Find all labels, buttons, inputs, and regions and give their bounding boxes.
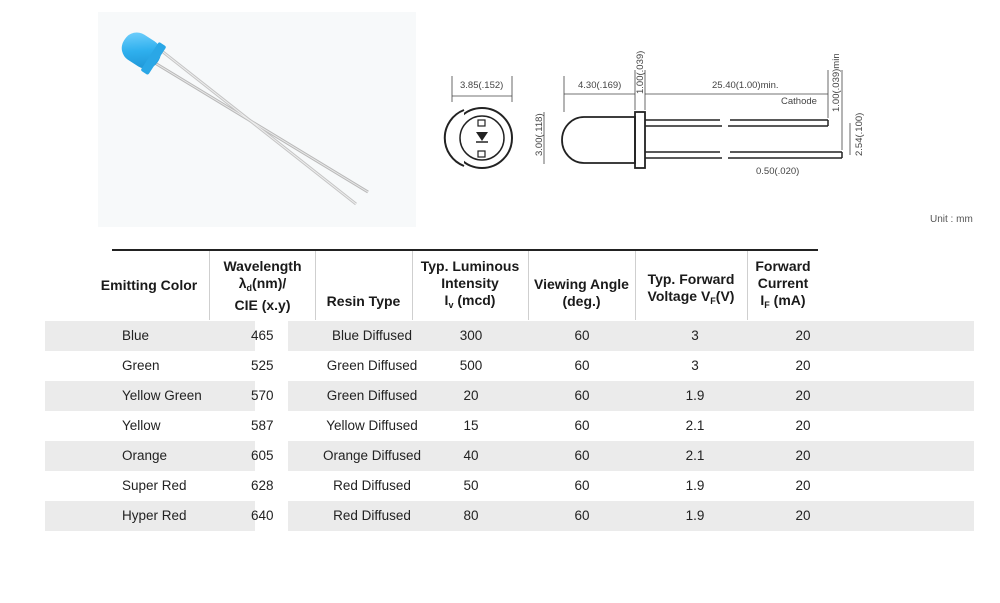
cell-vf: 1.9 (685, 478, 705, 493)
table-row (45, 471, 974, 501)
cell-luminous: 20 (463, 388, 479, 403)
cell-vf: 2.1 (685, 448, 705, 463)
table-row (45, 501, 974, 531)
cell-viewing: 60 (574, 328, 590, 343)
table-row (45, 321, 974, 351)
dim-lead-length: 25.40(1.00)min. (712, 80, 779, 91)
header-separator (209, 251, 210, 320)
cell-color: Blue (122, 328, 150, 343)
cell-viewing: 60 (574, 418, 590, 433)
cell-vf: 2.1 (685, 418, 705, 433)
header-separator (315, 251, 316, 320)
cell-vf: 1.9 (685, 508, 705, 523)
dim-pitch: 2.54(.100) (854, 112, 865, 156)
cell-viewing: 60 (574, 448, 590, 463)
dim-lead-min: 1.00(.039)min (831, 53, 842, 112)
header-forward-current: Forward Current $I_F$ (mA) (755, 257, 811, 310)
cell-if: 20 (795, 388, 811, 403)
header-resin-type: Resin Type (326, 293, 401, 309)
cell-viewing: 60 (574, 358, 590, 373)
cell-wavelength: 605 (251, 448, 274, 463)
header-separator (635, 251, 636, 320)
header-luminous-intensity: Typ. Luminous Intensity $I_v$ (mcd) (420, 257, 520, 310)
cell-luminous: 500 (459, 358, 483, 373)
header-separator (747, 251, 748, 320)
cell-vf: 3 (691, 358, 699, 373)
dim-height: 3.00(.118) (534, 113, 545, 156)
cell-resin: Yellow Diffused (326, 418, 418, 433)
cell-wavelength: 525 (251, 358, 274, 373)
cell-if: 20 (795, 508, 811, 523)
cell-luminous: 80 (463, 508, 479, 523)
header-forward-voltage: Typ. Forward Voltage $V_F(V)$ (647, 271, 735, 306)
cell-vf: 3 (691, 328, 699, 343)
cell-resin: Green Diffused (326, 358, 418, 373)
cell-if: 20 (795, 328, 811, 343)
cell-wavelength: 640 (251, 508, 274, 523)
unit-note: Unit : mm (930, 214, 973, 225)
cell-viewing: 60 (574, 478, 590, 493)
cell-resin: Green Diffused (326, 388, 418, 403)
cell-resin: Red Diffused (333, 508, 411, 523)
dim-body-length: 4.30(.169) (578, 80, 622, 91)
cell-luminous: 15 (463, 418, 479, 433)
cell-color: Super Red (122, 478, 187, 493)
header-separator (528, 251, 529, 320)
table-row (45, 441, 974, 471)
dim-lead-width: 0.50(.020) (756, 166, 800, 177)
cell-wavelength: 465 (251, 328, 274, 343)
table-header-row (0, 251, 1000, 320)
cell-resin: Blue Diffused (331, 328, 413, 343)
led-product-photo (98, 12, 416, 227)
cell-if: 20 (795, 478, 811, 493)
header-wavelength: Wavelength $\lambda_d(nm)/$ CIE (x.y) (223, 257, 302, 313)
cell-wavelength: 587 (251, 418, 274, 433)
table-row (45, 411, 974, 441)
cell-resin: Red Diffused (333, 478, 411, 493)
cell-luminous: 300 (459, 328, 483, 343)
cell-wavelength: 628 (251, 478, 274, 493)
cell-if: 20 (795, 448, 811, 463)
cell-luminous: 40 (463, 448, 479, 463)
cell-color: Hyper Red (122, 508, 187, 523)
cell-if: 20 (795, 418, 811, 433)
cell-wavelength: 570 (251, 388, 274, 403)
cell-vf: 1.9 (685, 388, 705, 403)
header-separator (412, 251, 413, 320)
cell-color: Yellow (122, 418, 161, 433)
cell-resin: Orange Diffused (322, 448, 422, 463)
header-viewing-angle: Viewing Angle (deg.) (534, 276, 629, 309)
cell-color: Yellow Green (122, 388, 202, 403)
header-emitting-color: Emitting Color (100, 277, 198, 293)
cell-viewing: 60 (574, 388, 590, 403)
cell-color: Green (122, 358, 160, 373)
cell-luminous: 50 (463, 478, 479, 493)
table-row (45, 351, 974, 381)
cell-if: 20 (795, 358, 811, 373)
cell-color: Orange (122, 448, 168, 463)
dim-flange: 1.00(.039) (635, 50, 646, 94)
cathode-label: Cathode (781, 96, 817, 107)
dim-diameter: 3.85(.152) (460, 80, 504, 91)
cell-viewing: 60 (574, 508, 590, 523)
dimension-drawing (430, 40, 870, 200)
table-row (45, 381, 974, 411)
